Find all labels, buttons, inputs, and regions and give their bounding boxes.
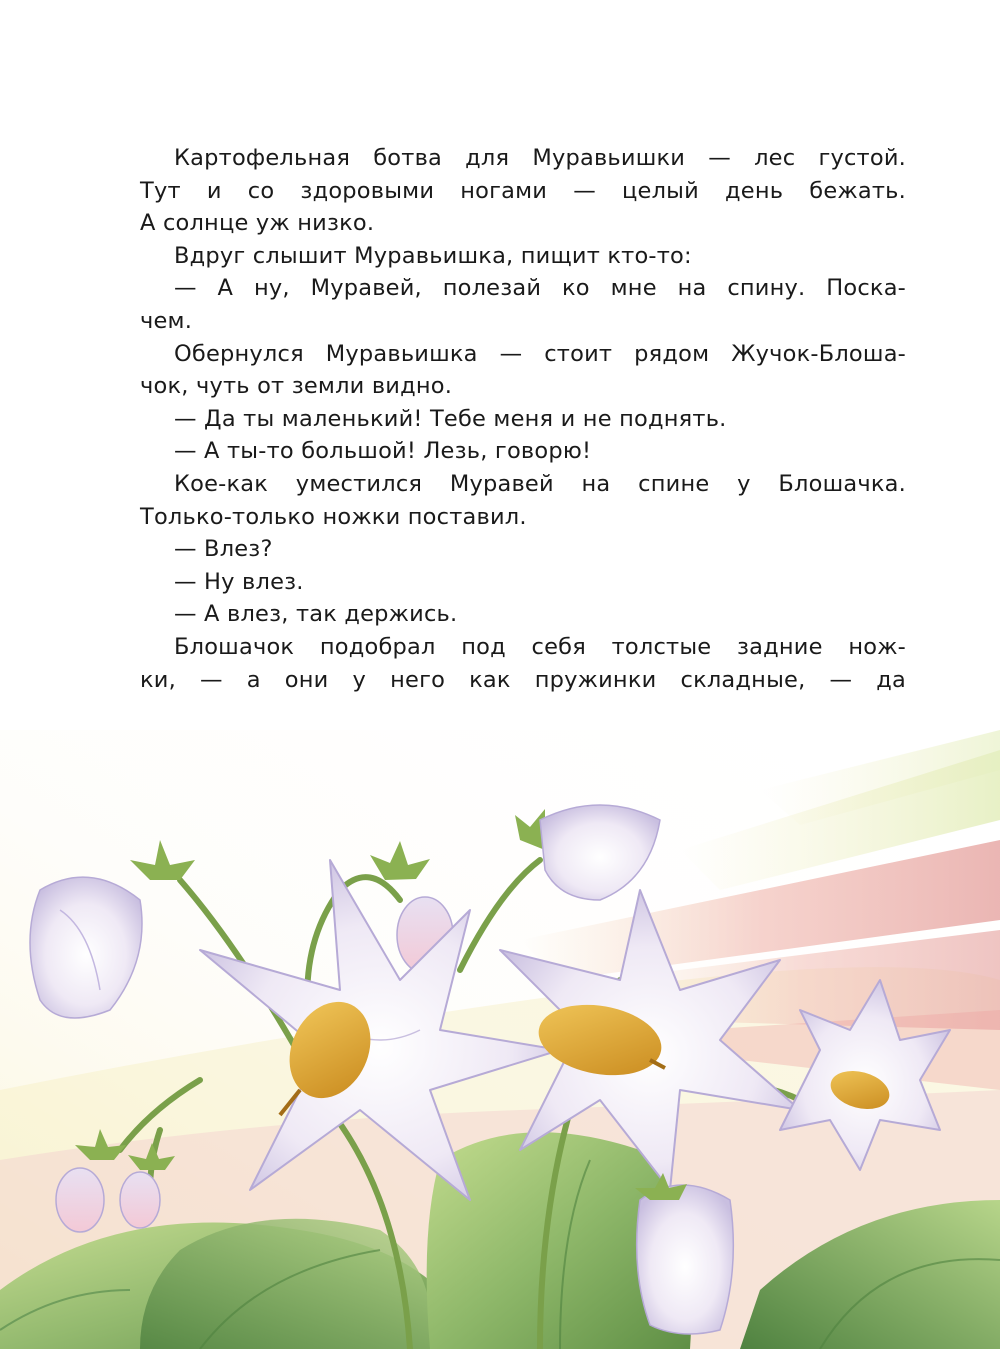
text-line: Блошачок подобрал под себя толстые задние нож- — [174, 633, 906, 660]
paragraph-9 — [140, 566, 906, 599]
paragraph-1 — [140, 142, 906, 240]
paragraph-5 — [140, 403, 906, 436]
text-line: Кое-как уместился Муравей на спине у Блошачка. — [174, 470, 906, 497]
paragraph-11 — [140, 631, 906, 696]
text-line: — Ну влез. — [174, 568, 304, 595]
story-text — [140, 142, 906, 696]
text-line: Только-только ножки поставил. — [140, 503, 527, 530]
paragraph-3 — [140, 272, 906, 337]
text-line: Вдруг слышит Муравьишка, пищит кто-то: — [174, 242, 692, 269]
paragraph-7 — [140, 468, 906, 533]
text-line: — А ты-то большой! Лезь, говорю! — [174, 438, 592, 465]
paragraph-8 — [140, 533, 906, 566]
paragraph-2 — [140, 240, 906, 273]
text-line: — Да ты маленький! Тебе меня и не поднять. — [174, 405, 727, 432]
text-line: ки, — а они у него как пружинки складные, — да — [140, 666, 906, 693]
text-line: Тут и со здоровыми ногами — целый день бежать. — [140, 177, 906, 204]
text-line: — А влез, так держись. — [174, 601, 458, 628]
text-line: чок, чуть от земли видно. — [140, 373, 453, 400]
flower-bell-bottom — [635, 1173, 733, 1334]
text-line: А солнце уж низко. — [140, 210, 375, 237]
text-line: чем. — [140, 307, 193, 334]
paragraph-10 — [140, 598, 906, 631]
potato-flowers-illustration — [0, 730, 1000, 1349]
text-line: Обернулся Муравьишка — стоит рядом Жучок-Блоша- — [174, 340, 906, 367]
paragraph-6 — [140, 435, 906, 468]
text-line: — А ну, Муравей, полезай ко мне на спину. Поска- — [174, 275, 906, 302]
paragraph-4 — [140, 338, 906, 403]
text-line: — Влез? — [174, 536, 273, 563]
text-line: Картофельная ботва для Муравьишки — лес густой. — [174, 145, 906, 171]
